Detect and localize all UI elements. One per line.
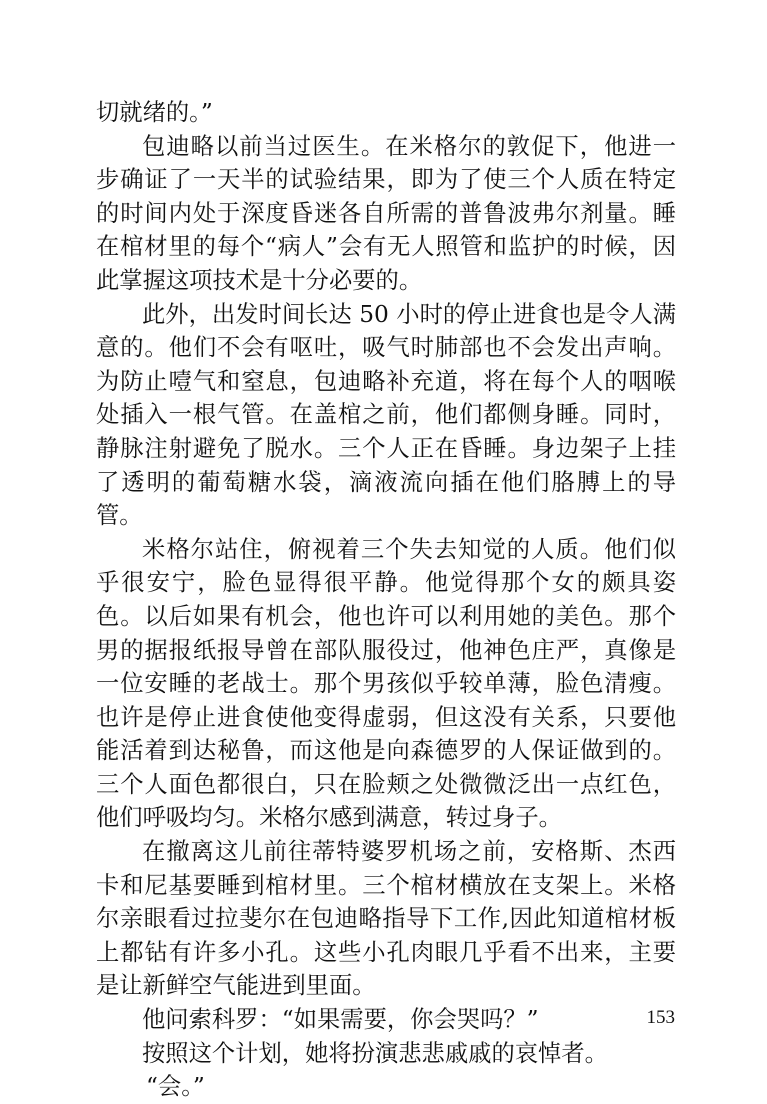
paragraph-answer: “会。” [146,1073,205,1101]
paragraph-doctor: 包迪略以前当过医生。在米格尔的敦促下，他进一步确证了一天半的试验结果，即为了使三个人质在特定的时间内处于深度昏迷各自所需的普鲁波弗尔剂量。睡在棺材里的每个“病人”会有无人照管和监护的时候，因此掌握这项技术是十分必要的。 [96,132,676,294]
paragraph-plan: 按照这个计划，她将扮演悲悲戚戚的哀悼者。 [142,1039,608,1067]
body-text [96,96,676,1104]
paragraph-question: 他问索科罗：“如果需要，你会哭吗？” [142,1006,539,1034]
paragraph-coffins: 在撤离这儿前往蒂特婆罗机场之前，安格斯、杰西卡和尼基要睡到棺材里。三个棺材横放在支架上。米格尔亲眼看过拉斐尔在包迪略指导下工作,因此知道棺材板上都钻有许多小孔。这些小孔肉眼几乎看不出来，主要是让新鲜空气能进到里面。 [96,838,676,1000]
paragraph-hostages: 米格尔站住，俯视着三个失去知觉的人质。他们似乎很安宁，脸色显得很平静。他觉得那个女的颇具姿色。以后如果有机会，他也许可以利用她的美色。那个男的据报纸报导曾在部队服役过，他神色庄严，真像是一位安睡的老战士。那个男孩似乎较单薄，脸色清瘦。也许是停止进食使他变得虚弱，但这没有关系，只要他能活着到达秘鲁，而这他是向森德罗的人保证做到的。三个人面色都很白，只在脸颊之处微微泛出一点红色，他们呼吸均匀。米格尔感到满意，转过身子。 [96,535,676,832]
paragraph-fasting: 此外，出发时间长达 50 小时的停止进食也是令人满意的。他们不会有呕吐，吸气时肺部也不会发出声响。为防止噎气和窒息，包迪略补充道，将在每个人的咽喉处插入一根气管。在盖棺之前，他们都侧身睡。同时，静脉注射避免了脱水。三个人正在昏睡。身边架子上挂了透明的葡萄糖水袋，滴液流向插在他们胳膊上的导管。 [96,300,676,530]
paragraph-continuation: 切就绪的。” [96,99,213,126]
page-number: 153 [646,1007,675,1028]
